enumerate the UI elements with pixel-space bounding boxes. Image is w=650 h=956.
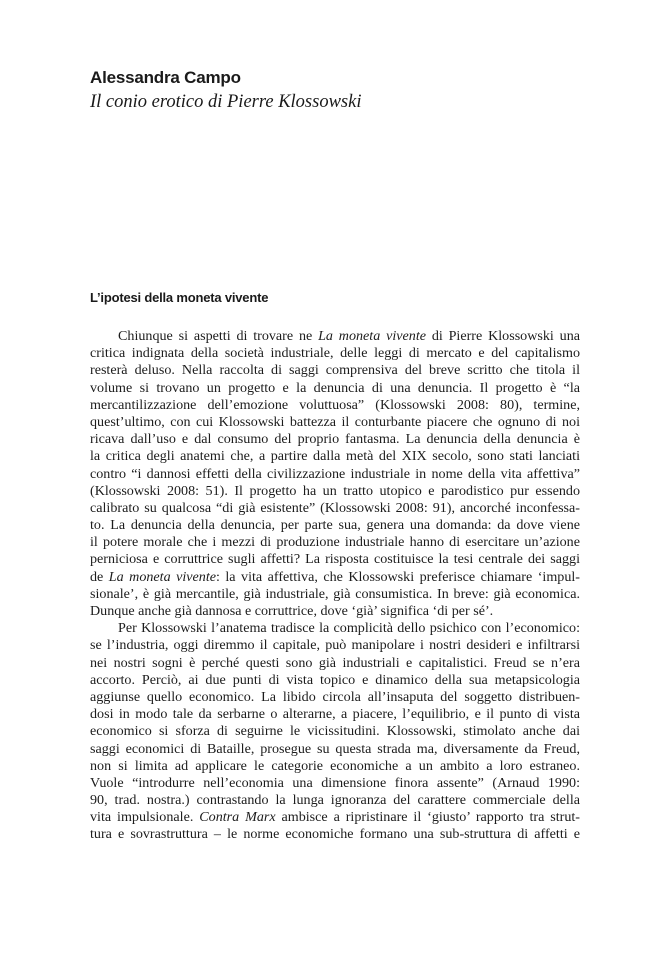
text-segment: de bbox=[90, 568, 109, 585]
text-line bbox=[90, 792, 580, 809]
chapter-title: Il conio erotico di Pierre Klossowski bbox=[90, 92, 362, 112]
text-segment: to. La denuncia della denuncia, per parte sua, genera una domanda: da dove viene bbox=[90, 517, 580, 534]
text-line bbox=[90, 655, 580, 672]
text-line bbox=[90, 551, 580, 568]
text-segment: se l’industria, oggi diremmo il capitale, può manipolare i nostri desideri e infiltrarsi bbox=[90, 637, 580, 654]
text-segment: resterà deluso. Nella raccolta di saggi comprensiva del breve scritto che titola il bbox=[90, 362, 580, 379]
text-line bbox=[90, 620, 580, 637]
text-line bbox=[90, 741, 580, 758]
text-segment: Vuole “introdurre nell’economia una dimensione finora assente” (Arnaud 1990: bbox=[90, 774, 580, 791]
text-segment: aggiunse quello economico. La libido circola all’insaputa del soggetto distribuen- bbox=[90, 688, 580, 705]
text-segment: Chiunque si aspetti di trovare ne bbox=[118, 328, 319, 344]
author-name: Alessandra Campo bbox=[90, 68, 241, 87]
text-line bbox=[90, 826, 580, 843]
text-segment: vita impulsionale. bbox=[90, 809, 200, 826]
text-segment: critica indignata della società industriale, delle leggi di mercato e del capitalismo bbox=[90, 345, 580, 362]
text-segment: la critica degli anatemi che, a partire dalla metà del XIX secolo, sono stati lanciati bbox=[90, 448, 580, 465]
text-line bbox=[90, 637, 580, 654]
text-segment: sionale’, è già mercantile, già industriale, già consumistica. In breve: già economica. bbox=[90, 585, 580, 602]
text-segment: calibrato su qualcosa “di già esistente” (Klossowski 2008: 91), ancorché inconfessa- bbox=[90, 499, 580, 516]
text-segment: mercantilizzazione dell’emozione voluttuosa” (Klossowski 2008: 80), termine, bbox=[90, 396, 580, 413]
text-line bbox=[90, 603, 580, 620]
text-line bbox=[90, 380, 580, 397]
text-segment: accorto. Perciò, ai due punti di vista topico e dinamico della sua metapsicologia bbox=[90, 671, 580, 688]
text-segment: nei nostri sogni è perché questi sono già industriali e capitalistici. Freud se n’era bbox=[90, 654, 580, 671]
text-line bbox=[90, 586, 580, 603]
text-line bbox=[90, 500, 580, 517]
text-line bbox=[90, 569, 580, 586]
text-line bbox=[90, 517, 580, 534]
text-segment: contro “i dannosi effetti della civilizzazione industriale in nome della vita affettiva” bbox=[90, 465, 580, 482]
text-line bbox=[90, 466, 580, 483]
text-segment: 90, trad. nostra.) contrastando la lunga ignoranza del carattere commerciale della bbox=[90, 792, 580, 809]
text-line bbox=[90, 706, 580, 723]
text-line bbox=[90, 414, 580, 431]
text-line bbox=[90, 397, 580, 414]
text-line bbox=[90, 448, 580, 465]
text-line bbox=[90, 672, 580, 689]
text-segment: ambisce a ripristinare il ‘giusto’ rapporto tra strut- bbox=[275, 809, 580, 826]
text-line bbox=[90, 809, 580, 826]
text-segment: economico si sforza di seguirne le vicissitudini. Klossowski, stimolato anche dai bbox=[90, 723, 580, 740]
text-segment: di Pierre Klossowski una bbox=[426, 328, 581, 344]
text-segment: : la vita affettiva, che Klossowski preferisce chiamare ‘impul- bbox=[216, 568, 580, 585]
text-line bbox=[90, 483, 580, 500]
text-line bbox=[90, 362, 580, 379]
text-segment: quest’ultimo, con cui Klossowski battezza il conturbante piacere che ognuno di noi bbox=[90, 413, 580, 430]
text-segment: Dunque anche già dannosa e corruttrice, dove ‘già’ significa ‘di per sé’. bbox=[90, 603, 494, 619]
text-line bbox=[90, 431, 580, 448]
text-segment: saggi economici di Bataille, prosegue su questa strada ma, diversamente da Freud, bbox=[90, 740, 580, 757]
text-segment: non si limita ad applicare le categorie economiche a un ambito a loro estraneo. bbox=[90, 757, 580, 774]
text-segment: volume si trovano un progetto e la denuncia di una denuncia. Il progetto è “la bbox=[90, 379, 580, 396]
text-line bbox=[90, 775, 580, 792]
text-line bbox=[90, 328, 580, 345]
text-line bbox=[90, 689, 580, 706]
italic-title: La moneta vivente bbox=[108, 568, 216, 585]
italic-title: La moneta vivente bbox=[318, 328, 426, 344]
italic-title: Contra Marx bbox=[199, 809, 276, 826]
body-text bbox=[90, 328, 580, 844]
text-segment: il potere morale che i mezzi di produzione industriale hanno di esercitare un’azione bbox=[90, 534, 580, 551]
text-line bbox=[90, 534, 580, 551]
text-line bbox=[90, 758, 580, 775]
text-segment: Per Klossowski l’anatema tradisce la complicità dello psichico con l’economico: bbox=[118, 620, 580, 637]
text-segment: (Klossowski 2008: 51). Il progetto ha un tratto utopico e parodistico pur essendo bbox=[90, 482, 580, 499]
text-line bbox=[90, 723, 580, 740]
text-segment: tura e sovrastruttura – le norme economiche formano una sub-struttura di affetti e bbox=[90, 826, 580, 843]
text-segment: perniciosa e corruttrice sugli affetti? La risposta costituisce la tesi centrale dei saggi bbox=[90, 551, 580, 568]
text-segment: ricava dall’uso e dal consumo del proprio fantasma. La denuncia della denuncia è bbox=[90, 431, 580, 448]
text-line bbox=[90, 345, 580, 362]
section-heading: L’ipotesi della moneta vivente bbox=[90, 290, 269, 305]
text-segment: dosi in modo tale da serbarne o alterarne, a piacere, l’equilibrio, e il punto di vista bbox=[90, 706, 580, 723]
